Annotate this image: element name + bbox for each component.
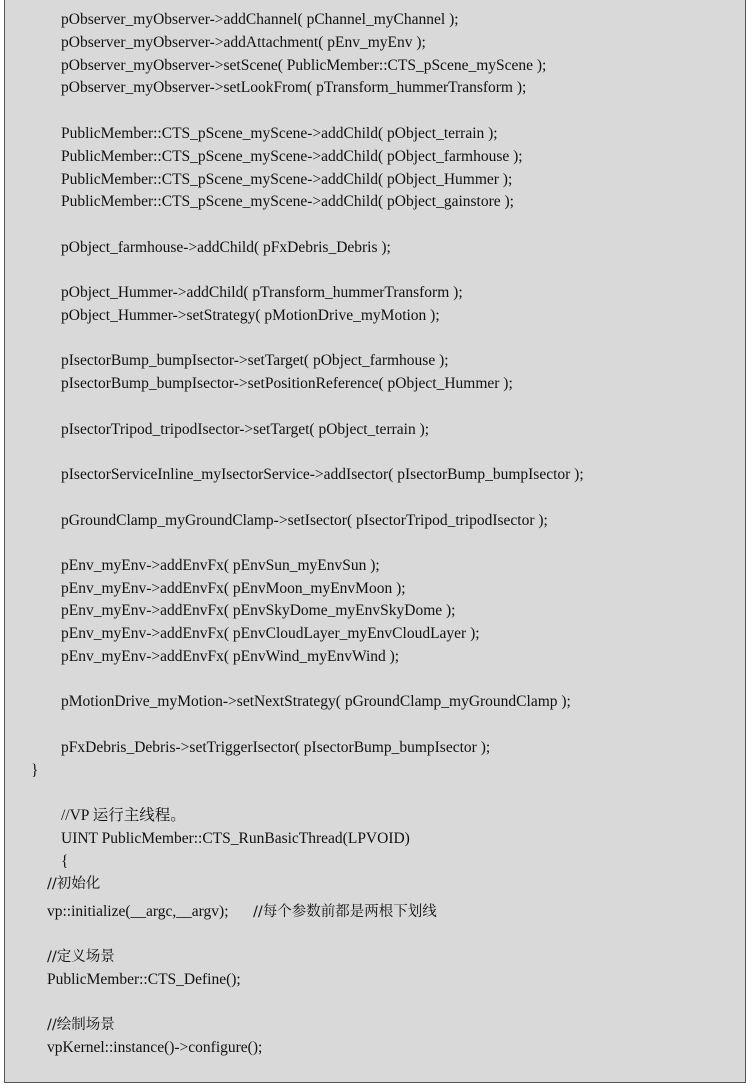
code-line: pEnv_myEnv->addEnvFx( pEnvSkyDome_myEnvSkyDome ); xyxy=(61,602,456,619)
code-line: pObserver_myObserver->addChannel( pChannel_myChannel ); xyxy=(61,11,459,28)
closing-brace: } xyxy=(31,762,39,779)
code-line: pIsectorServiceInline_myIsectorService->addIsector( pIsectorBump_bumpIsector ); xyxy=(61,466,584,483)
code-line: pEnv_myEnv->addEnvFx( pEnvMoon_myEnvMoon ); xyxy=(61,580,406,597)
code-line: pEnv_myEnv->addEnvFx( pEnvWind_myEnvWind ); xyxy=(61,648,400,665)
code-line: PublicMember::CTS_pScene_myScene->addChild( pObject_terrain ); xyxy=(61,125,498,142)
code-listing xyxy=(4,0,746,1083)
code-line: pEnv_myEnv->addEnvFx( pEnvCloudLayer_myEnvCloudLayer ); xyxy=(61,625,480,642)
code-line: pFxDebris_Debris->setTriggerIsector( pIsectorBump_bumpIsector ); xyxy=(61,739,491,756)
code-line: pIsectorBump_bumpIsector->setTarget( pObject_farmhouse ); xyxy=(61,352,449,369)
code-line: pIsectorTripod_tripodIsector->setTarget( pObject_terrain ); xyxy=(61,421,430,438)
code-comment: //每个参数前都是两根下划线 xyxy=(253,904,437,920)
code-line: vpKernel::instance()->configure(); xyxy=(47,1039,263,1056)
code-line: pObserver_myObserver->addAttachment( pEnv_myEnv ); xyxy=(61,34,426,51)
code-comment: //绘制场景 xyxy=(47,1017,115,1033)
code-line: PublicMember::CTS_pScene_myScene->addChild( pObject_farmhouse ); xyxy=(61,148,523,165)
code-line: vp::initialize(__argc,__argv); xyxy=(47,903,229,920)
opening-brace: { xyxy=(61,853,69,870)
code-line: PublicMember::CTS_pScene_myScene->addChild( pObject_gainstore ); xyxy=(61,193,514,210)
code-line: PublicMember::CTS_Define(); xyxy=(47,971,241,988)
code-comment: //定义场景 xyxy=(47,949,115,965)
code-line: PublicMember::CTS_pScene_myScene->addChild( pObject_Hummer ); xyxy=(61,171,513,188)
code-line: pGroundClamp_myGroundClamp->setIsector( pIsectorTripod_tripodIsector ); xyxy=(61,512,548,529)
code-line: pObserver_myObserver->setLookFrom( pTransform_hummerTransform ); xyxy=(61,79,527,96)
code-line: pObserver_myObserver->setScene( PublicMember::CTS_pScene_myScene ); xyxy=(61,57,547,74)
function-signature: UINT PublicMember::CTS_RunBasicThread(LPVOID) xyxy=(61,830,410,847)
code-line: pIsectorBump_bumpIsector->setPositionReference( pObject_Hummer ); xyxy=(61,375,513,392)
code-comment: //初始化 xyxy=(47,876,101,892)
code-line: pObject_Hummer->setStrategy( pMotionDrive_myMotion ); xyxy=(61,307,440,324)
code-line: pObject_Hummer->addChild( pTransform_hummerTransform ); xyxy=(61,284,463,301)
code-line: pMotionDrive_myMotion->setNextStrategy( pGroundClamp_myGroundClamp ); xyxy=(61,693,571,710)
code-line: pObject_farmhouse->addChild( pFxDebris_Debris ); xyxy=(61,239,391,256)
code-comment: //VP 运行主线程。 xyxy=(61,807,186,824)
code-line: pEnv_myEnv->addEnvFx( pEnvSun_myEnvSun ); xyxy=(61,557,380,574)
